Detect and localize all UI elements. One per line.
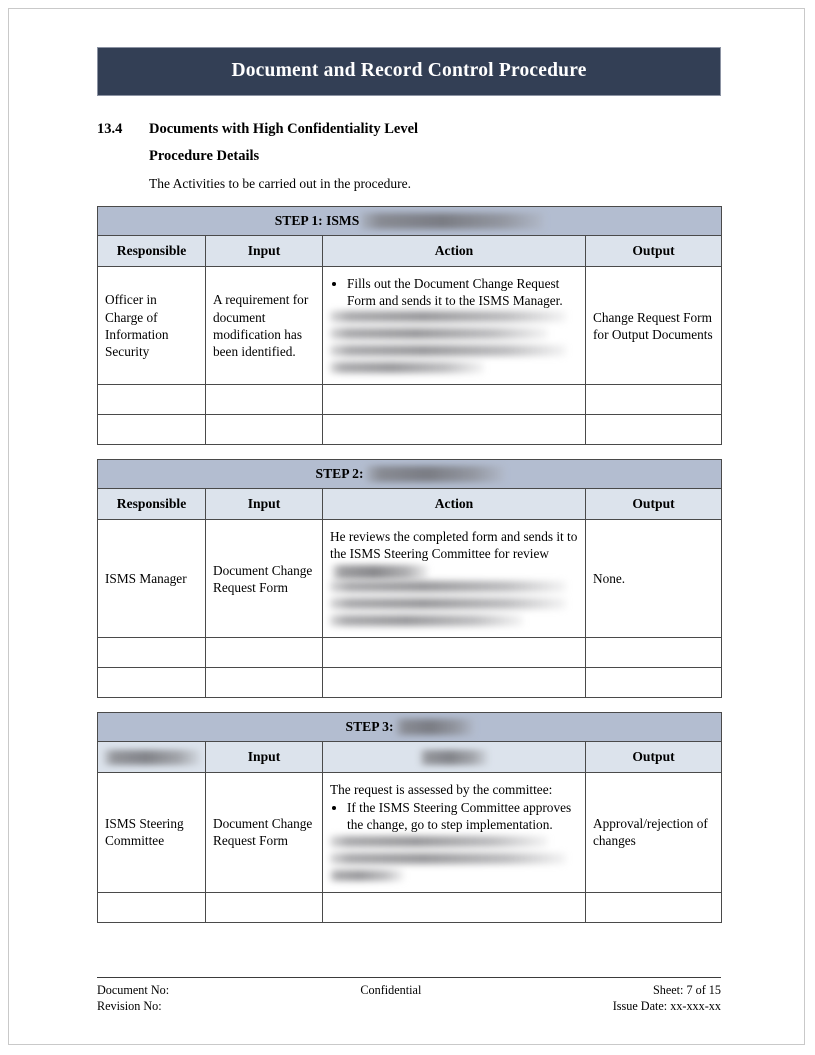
column-header-responsible: Responsible [98, 236, 206, 267]
cell-responsible-empty [98, 385, 206, 415]
cell-input: Document Change Request Form [206, 520, 323, 638]
column-header-action: Action [323, 236, 586, 267]
action-bullet-list [330, 275, 578, 309]
cell-action-empty [323, 668, 586, 698]
cell-output: None. [586, 520, 722, 638]
section-heading [97, 121, 721, 138]
cell-action [323, 267, 586, 385]
redacted-text-block [330, 836, 578, 881]
cell-responsible: ISMS Manager [98, 520, 206, 638]
redacted-text-block [330, 311, 578, 373]
column-header-responsible [98, 742, 206, 773]
cell-responsible-empty [98, 892, 206, 922]
redacted-text-block [396, 719, 474, 735]
cell-output: Approval/rejection of changes [586, 773, 722, 892]
step-title-row [98, 207, 722, 236]
cell-action [323, 773, 586, 892]
footer-revision-no: Revision No: [97, 999, 162, 1014]
column-header-output: Output [586, 742, 722, 773]
cell-input-empty [206, 385, 323, 415]
column-header-responsible: Responsible [98, 489, 206, 520]
footer-right-block [613, 982, 721, 1015]
table-row-empty [98, 385, 722, 415]
step-2-title-cell [98, 460, 722, 489]
column-header-row [98, 742, 722, 773]
cell-action-empty [323, 415, 586, 445]
cell-output-empty [586, 415, 722, 445]
footer-document-no: Document No: [97, 983, 170, 997]
section-title: Documents with High Confidentiality Level [149, 121, 419, 137]
document-title-banner: Document and Record Control Procedure [97, 47, 721, 96]
redacted-text-block [330, 581, 578, 626]
cell-responsible-empty [98, 415, 206, 445]
action-lead-text: The request is assessed by the committee: [330, 782, 553, 798]
cell-output-empty [586, 638, 722, 668]
cell-input-empty [206, 892, 323, 922]
cell-output: Change Request Form for Output Documents [586, 267, 722, 385]
column-header-input: Input [206, 236, 323, 267]
action-bullet: • Fills out the Document Change Request Form and sends it to the ISMS Manager. [347, 275, 578, 309]
table-row-empty [98, 892, 722, 922]
cell-output-empty [586, 668, 722, 698]
procedure-details-heading: Procedure Details [149, 148, 260, 164]
action-lead-span: He reviews the completed form and sends it to the ISMS Steering Committee for review [330, 529, 578, 562]
step-1-title-cell [98, 207, 722, 236]
action-bullet-list [330, 799, 578, 833]
cell-input-empty [206, 638, 323, 668]
cell-responsible-empty [98, 668, 206, 698]
page-content [97, 47, 721, 923]
cell-action-empty [323, 892, 586, 922]
column-header-output: Output [586, 236, 722, 267]
redacted-text-block [361, 213, 544, 229]
redacted-text-block [366, 466, 504, 482]
intro-paragraph: The Activities to be carried out in the procedure. [149, 176, 412, 191]
document-page [8, 8, 805, 1045]
cell-output-empty [586, 892, 722, 922]
cell-input-empty [206, 668, 323, 698]
page-footer [97, 977, 721, 1015]
cell-action-empty [323, 385, 586, 415]
redacted-text-block [104, 750, 200, 765]
action-lead-text [330, 528, 578, 579]
column-header-input: Input [206, 742, 323, 773]
action-bullet: • If the ISMS Steering Committee approves the change, go to step implementation. [347, 799, 578, 833]
footer-sheet-number: Sheet: 7 of 15 [652, 983, 721, 997]
redacted-text-block [332, 565, 428, 579]
footer-classification: Confidential [360, 983, 422, 997]
column-header-input: Input [206, 489, 323, 520]
column-header-row [98, 489, 722, 520]
cell-action-empty [323, 638, 586, 668]
cell-input-empty [206, 415, 323, 445]
cell-responsible-empty [98, 638, 206, 668]
procedure-table-step-1 [97, 206, 722, 445]
cell-input: A requirement for document modification has been identified. [206, 267, 323, 385]
step-3-title-text: STEP 3: [345, 719, 394, 735]
table-row [98, 773, 722, 892]
footer-divider [97, 977, 721, 978]
column-header-action [323, 742, 586, 773]
procedure-table-step-3 [97, 712, 722, 922]
table-row-empty [98, 638, 722, 668]
step-1-title-text: STEP 1: ISMS [274, 213, 360, 228]
cell-output-empty [586, 385, 722, 415]
footer-center-block [169, 982, 613, 1015]
table-row-empty [98, 415, 722, 445]
column-header-row [98, 236, 722, 267]
section-number: 13.4 [97, 121, 123, 137]
table-row-empty [98, 668, 722, 698]
column-header-action: Action [323, 489, 586, 520]
cell-responsible: Officer in Charge of Information Security [98, 267, 206, 385]
cell-action [323, 520, 586, 638]
table-row [98, 520, 722, 638]
cell-input: Document Change Request Form [206, 773, 323, 892]
footer-row [97, 982, 721, 1015]
column-header-output: Output [586, 489, 722, 520]
footer-issue-date: Issue Date: xx-xxx-xx [612, 999, 721, 1014]
step-title-row [98, 460, 722, 489]
step-3-title-cell [98, 713, 722, 742]
step-title-row [98, 713, 722, 742]
footer-left-block [97, 982, 169, 1015]
cell-responsible: ISMS Steering Committee [98, 773, 206, 892]
redacted-text-block [420, 750, 488, 765]
step-2-title-text: STEP 2: [315, 466, 364, 482]
table-row [98, 267, 722, 385]
procedure-table-step-2 [97, 459, 722, 698]
